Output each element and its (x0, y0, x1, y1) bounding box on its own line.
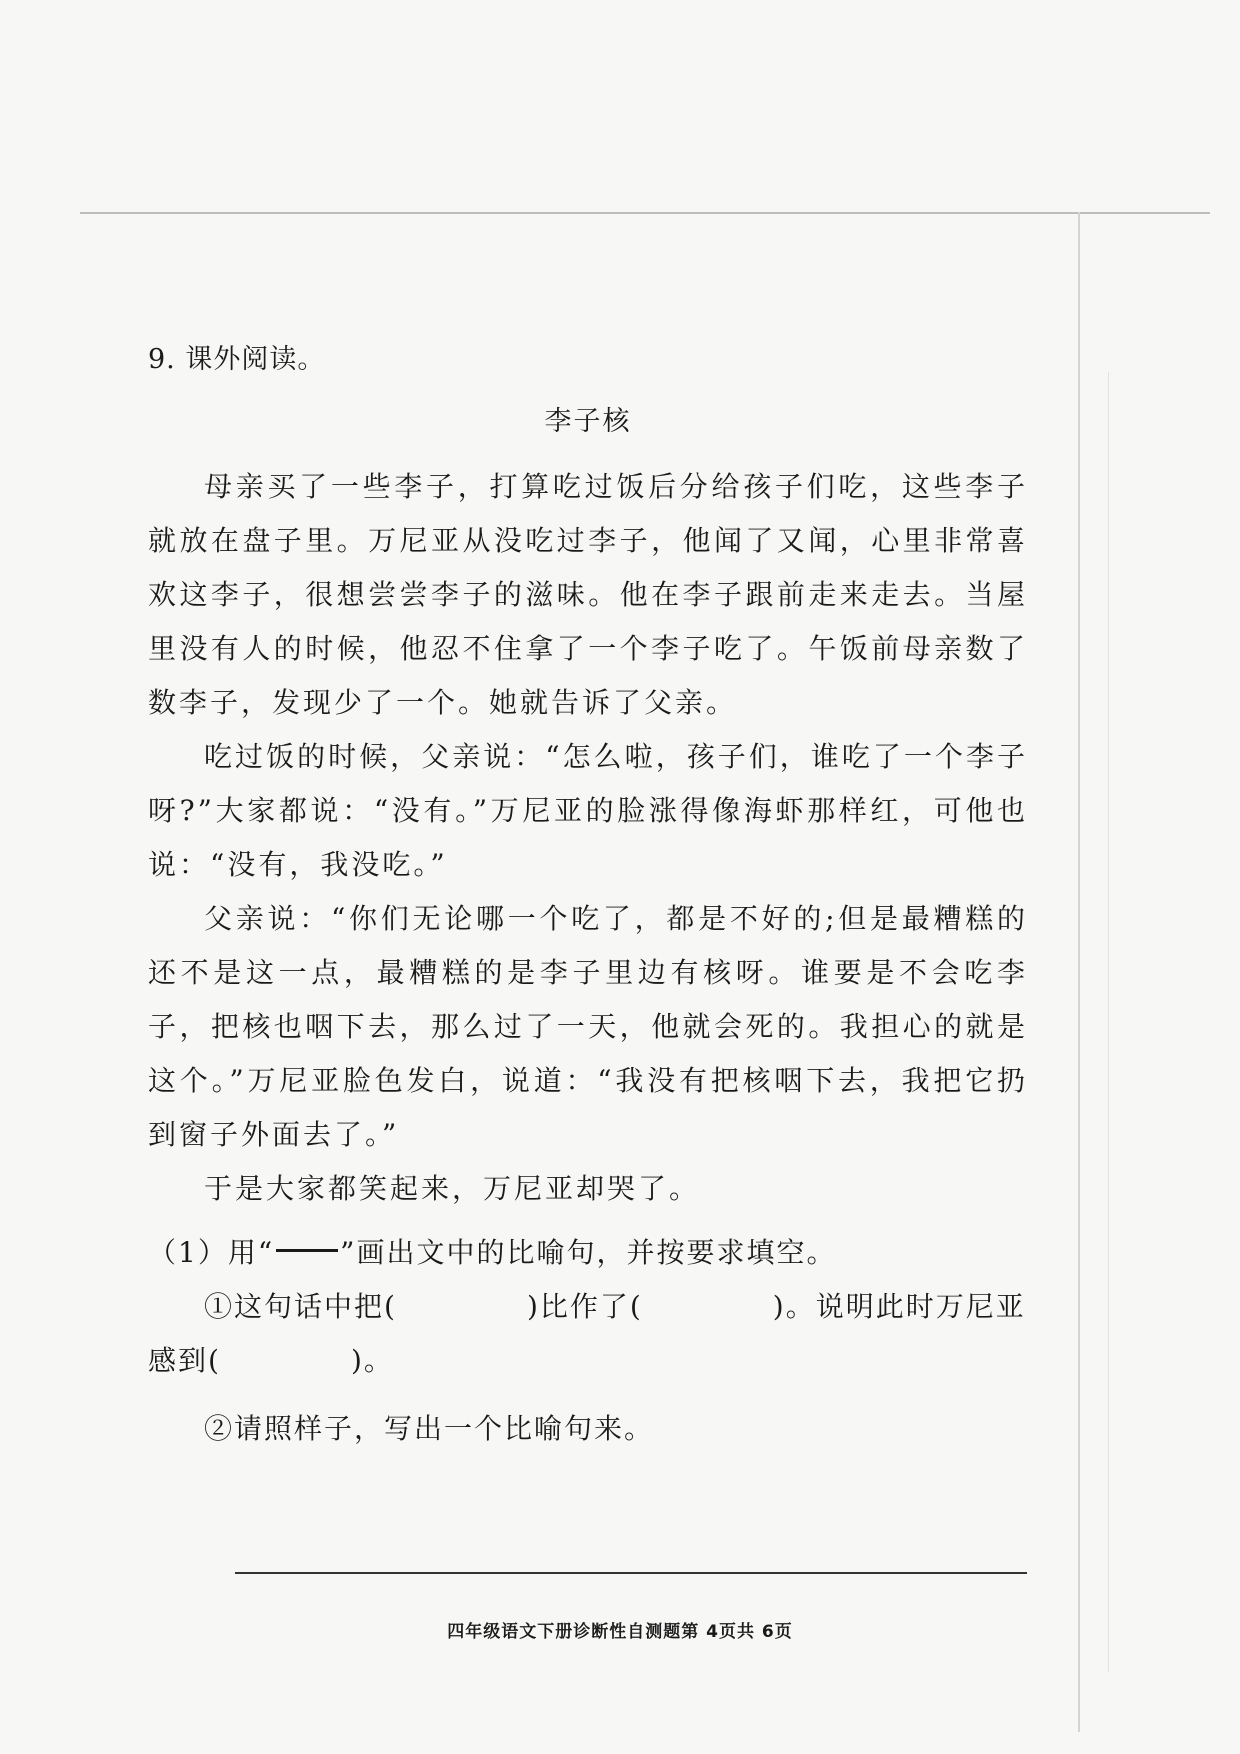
sub-item-1-part-c: )。说明此时万尼亚感到( (148, 1290, 1026, 1377)
sub-item-1-part-d: )。 (350, 1344, 394, 1377)
binding-strip (1108, 372, 1149, 1672)
reading-question (148, 340, 1028, 1456)
sub-item-1-part-b: )比作了( (526, 1290, 643, 1323)
story-paragraph-2: 吃过饭的时候，父亲说：“怎么啦，孩子们，谁吃了一个李子呀?”大家都说：“没有。”万尼亚的脸涨得像海虾那样红，可他也说：“没有，我没吃。” (148, 740, 1028, 881)
scan-edge-right (1078, 212, 1080, 1732)
sub-question-1-prefix: （1）用“ (148, 1236, 275, 1269)
story-paragraph-1: 母亲买了一些李子，打算吃过饭后分给孩子们吃，这些李子就放在盘子里。万尼亚从没吃过李子，他闻了又闻，心里非常喜欢这李子，很想尝尝李子的滋味。他在李子跟前走来走去。当屋里没有人的时候，他忍不住拿了一个李子吃了。午饭前母亲数了数李子，发现少了一个。她就告诉了父亲。 (148, 470, 1028, 719)
sub-item-1-part-a: ①这句话中把( (204, 1290, 397, 1323)
scan-edge-top (80, 212, 1210, 214)
sub-question-1-suffix: ”画出文中的比喻句，并按要求填空。 (340, 1236, 837, 1269)
story-paragraph-4: 于是大家都笑起来，万尼亚却哭了。 (204, 1172, 701, 1205)
sub-item-1 (148, 1280, 1028, 1388)
wavy-line-mark (276, 1249, 338, 1260)
answer-line[interactable] (235, 1572, 1027, 1574)
page-footer: 四年级语文下册诊断性自测题第 4页共 6页 (447, 1622, 793, 1642)
story-paragraph-3: 父亲说：“你们无论哪一个吃了，都是不好的;但是最糟糕的还不是这一点，最糟糕的是李子里边有核呀。谁要是不会吃李子，把核也咽下去，那么过了一天，他就会死的。我担心的就是这个。”万尼亚脸色发白，说道：“我没有把核咽下去，我把它扔到窗子外面去了。” (148, 902, 1028, 1151)
question-heading: 9. 课外阅读。 (148, 344, 326, 375)
sub-item-2: ②请照样子，写出一个比喻句来。 (204, 1412, 655, 1445)
sub-question-1 (148, 1226, 1028, 1280)
story-title: 李子核 (544, 406, 632, 437)
